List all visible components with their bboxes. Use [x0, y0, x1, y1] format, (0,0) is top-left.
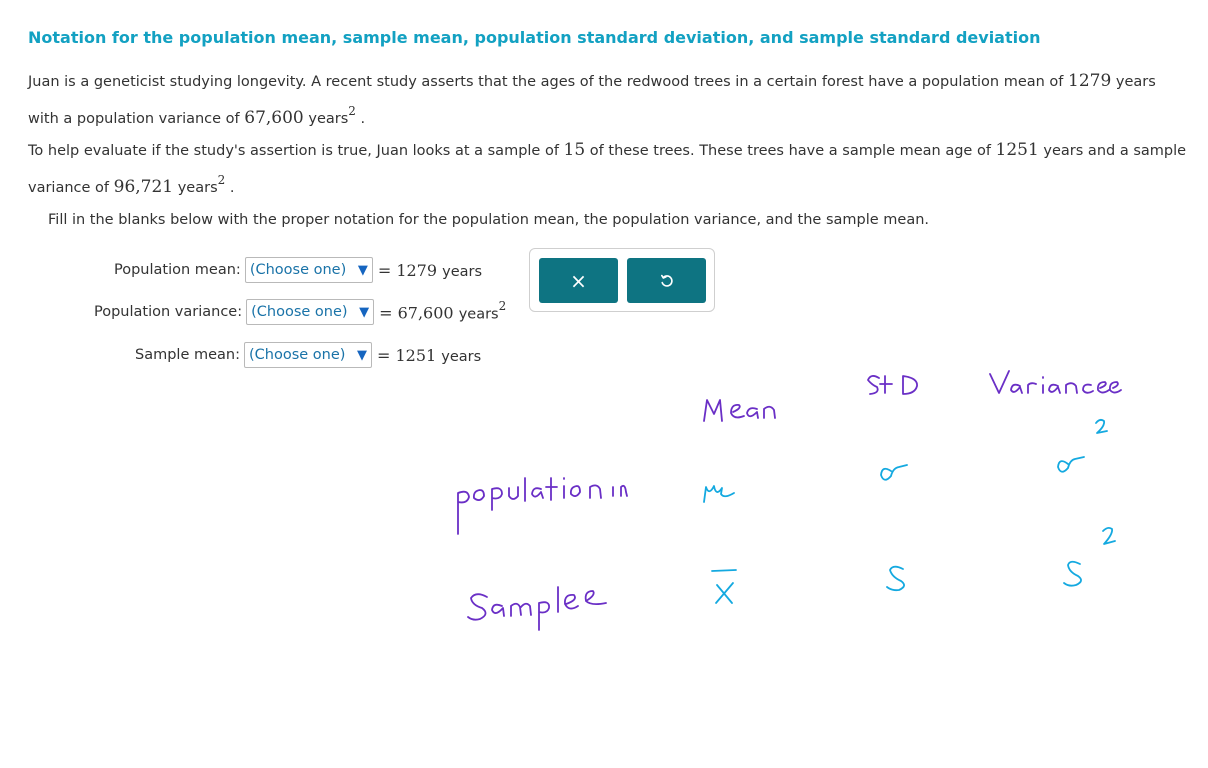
x-bar-symbol: [712, 570, 736, 603]
page-title: Notation for the population mean, sample mean, population standard deviation, and sample standard deviation: [28, 28, 1041, 47]
sample-variance-value: 96,721: [113, 176, 174, 197]
population-mean-select[interactable]: (Choose one) ▼: [245, 257, 373, 283]
population-variance-value: 67,600: [244, 107, 304, 128]
answer-row-population-mean: [114, 256, 482, 284]
handwritten-std-header: [868, 376, 917, 394]
sample-mean-select[interactable]: (Choose one) ▼: [244, 342, 372, 368]
clear-button[interactable]: [539, 258, 618, 303]
close-icon: ×: [570, 268, 587, 293]
handwritten-variance-header: [990, 371, 1121, 393]
sample-mean-value: 1251: [995, 140, 1039, 160]
mu-symbol: [704, 486, 734, 502]
undo-icon: [659, 273, 675, 289]
answer-row-population-variance: [94, 298, 506, 326]
handwritten-sample-label: [468, 587, 606, 630]
row-value: = 1279 years: [377, 260, 483, 280]
row-label: Population variance:: [94, 304, 243, 320]
answer-toolbox: [529, 248, 715, 312]
dropdown-arrow-icon: ▼: [359, 304, 370, 320]
row-label: Population mean:: [114, 262, 241, 278]
dropdown-arrow-icon: ▼: [357, 262, 368, 278]
population-variance-select[interactable]: (Choose one) ▼: [246, 299, 374, 325]
problem-paragraph-2: To help evaluate if the study's assertion is true, Juan looks at a sample of 15 of these trees. These trees have a sample mean age of 1251 years and a sample variance of 96,721 years$^2$ .: [28, 140, 1187, 197]
row-label: Sample mean:: [135, 347, 240, 363]
handwritten-mean-header: [704, 400, 775, 421]
answer-row-sample-mean: [135, 341, 481, 369]
sigma-symbol: [881, 465, 907, 480]
row-value: = 67,600 years$^2$: [379, 299, 507, 323]
s-symbol: [887, 567, 904, 590]
population-mean-value: 1279: [1068, 71, 1112, 91]
sample-size-value: 15: [563, 140, 586, 160]
instructions: Fill in the blanks below with the proper notation for the population mean, the population variance, and the sample mean.: [48, 212, 930, 228]
problem-paragraph-1: Juan is a geneticist studying longevity. A recent study asserts that the ages of the redwood trees in a certain forest have a population mean of 1279 years with a population variance of 67,600 years$^2$ .: [28, 71, 1156, 128]
dropdown-arrow-icon: ▼: [356, 347, 367, 363]
s-squared-symbol: [1064, 528, 1115, 586]
undo-button[interactable]: [627, 258, 706, 303]
row-value: = 1251 years: [376, 345, 482, 365]
handwritten-population-label: [458, 478, 627, 534]
sigma-squared-symbol: [1058, 420, 1107, 472]
